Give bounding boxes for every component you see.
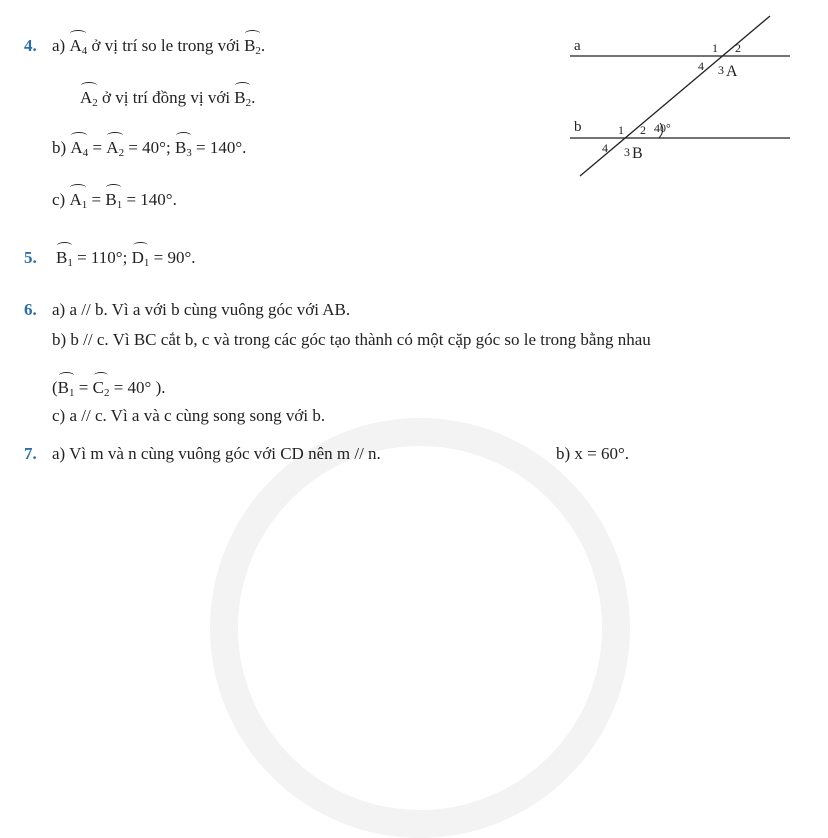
q6-number: 6.	[24, 300, 37, 319]
angle-A2: $A_2$	[80, 88, 98, 113]
q4-b-content: b) $A_4 = A_2 = 40^\circ$; $B_3 = 140^\circ$.	[52, 138, 246, 163]
angle-A4-b: $A_4$	[70, 138, 88, 163]
watermark-ring	[210, 418, 630, 838]
label-a-angle-1: 1	[712, 41, 718, 55]
transversal	[580, 16, 770, 176]
q4-a2-content: $A_2$ ở vị trí đồng vị với $B_2$.	[80, 88, 255, 113]
q4-b-eq2: = 140°.	[196, 138, 247, 157]
q6-b-eq: = 40° ).	[113, 378, 166, 397]
label-b-angle-3: 3	[624, 145, 630, 159]
angle-B3: $B_3$	[175, 138, 192, 163]
q6-b-eq-content: ($B_1 = C_2 = 40^\circ$ ).	[52, 378, 166, 403]
angle-D1: $D_1$	[132, 248, 150, 273]
label-b-angle-2: 2	[640, 123, 646, 137]
label-a-angle-4: 4	[698, 59, 704, 73]
angle-B1-q5: $B_1$	[56, 248, 73, 273]
label-point-A: A	[726, 63, 738, 80]
label-line-b: b	[574, 119, 582, 135]
angle-B1: $B_1$	[105, 190, 122, 215]
q4-a2-text: ở vị trí đồng vị với	[102, 88, 231, 107]
angle-A4: $A_4$	[69, 36, 87, 61]
angle-B2-b: $B_2$	[234, 88, 251, 113]
q7-number: 7.	[24, 444, 37, 463]
label-line-a: a	[574, 38, 581, 54]
q6-b: b) b // c. Vì BC cắt b, c và trong các góc tạo thành có một cặp góc so le trong bằng nhau	[52, 330, 651, 349]
q5-number: 5.	[24, 248, 37, 267]
label-b-angle-4: 4	[602, 141, 608, 155]
q7-b: b) x = 60°.	[556, 444, 630, 463]
q4-b-eq1: = 40°;	[128, 138, 171, 157]
q5-content	[56, 248, 196, 273]
q5-eq1: = 110°;	[77, 248, 128, 267]
angle-A2-b: $A_2$	[106, 138, 124, 163]
angle-B2: $B_2$	[244, 36, 261, 61]
parallel-lines-figure	[560, 10, 810, 190]
q4-a-content: a) $A_4$ ở vị trí so le trong với $B_2$.	[52, 36, 265, 61]
q4-b-label: b)	[52, 138, 67, 157]
q4-c-eq: = 140°.	[126, 190, 177, 209]
angle-B1-q6: $B_1$	[58, 378, 75, 403]
angle-A1: $A_1$	[69, 190, 87, 215]
q4-a1-text: ở vị trí so le trong với	[91, 36, 240, 55]
label-angle-40: 40°	[654, 121, 671, 135]
label-a-angle-2: 2	[735, 41, 741, 55]
q4-number: 4.	[24, 36, 37, 55]
q6-c: c) a // c. Vì a và c cùng song song với b.	[52, 406, 326, 425]
q7-a: a) Vì m và n cùng vuông góc với CD nên m // n.	[52, 444, 381, 463]
q4-c-label: c)	[52, 190, 66, 209]
q6-a: a) a // b. Vì a với b cùng vuông góc với AB.	[52, 300, 351, 319]
q5-eq2: = 90°.	[153, 248, 196, 267]
label-b-angle-1: 1	[618, 123, 624, 137]
q4-c-content: c) $A_1 = B_1 = 140^\circ$.	[52, 190, 177, 215]
q4-a-label: a)	[52, 36, 66, 55]
angle-C2: $C_2$	[93, 378, 110, 403]
label-a-angle-3: 3	[718, 63, 724, 77]
label-point-B: B	[632, 145, 643, 162]
